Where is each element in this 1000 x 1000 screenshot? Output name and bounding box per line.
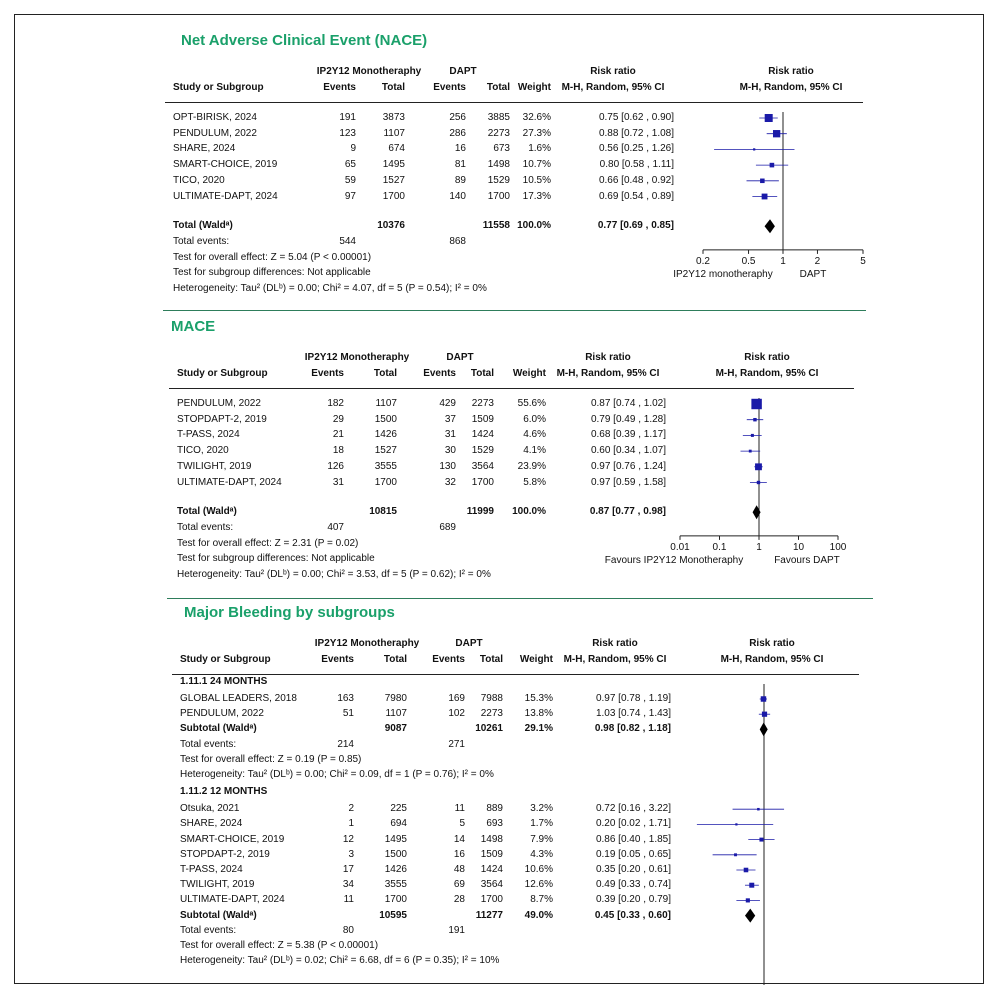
header-risk-ratio-plot: Risk ratio (749, 638, 795, 649)
total-dapt: 1498 (480, 833, 503, 845)
header-events-mono: Events (321, 654, 354, 665)
risk-ratio-ci: 0.49 [0.33 , 0.74] (595, 879, 671, 891)
total-dapt: 889 (486, 803, 503, 815)
study-weight: 3.2% (530, 803, 553, 815)
x-axis-tick-label: 0.01 (670, 541, 690, 553)
study-weight: 17.3% (522, 190, 551, 202)
pooled-effect-diamond (765, 219, 775, 233)
events-mono: 21 (332, 429, 344, 441)
header-study: Study or Subgroup (173, 82, 264, 93)
events-dapt: 89 (454, 174, 466, 186)
events-dapt: 140 (449, 190, 466, 202)
favours-left-label: IP2Y12 monotheraphy (673, 268, 773, 280)
events-mono: 34 (342, 879, 354, 891)
overall-test-text: Test for overall effect: Z = 2.31 (P = 0.02) (177, 537, 359, 549)
study-name: Otsuka, 2021 (180, 803, 240, 815)
total-mono: 1500 (374, 413, 397, 425)
subtotal-events-mono: 80 (342, 924, 354, 936)
header-events-dapt: Events (433, 82, 466, 93)
total-mono: 1700 (374, 476, 397, 488)
total-sum-mono: 10376 (377, 220, 405, 232)
header-events-mono: Events (311, 368, 344, 379)
risk-ratio-ci: 0.56 [0.25 , 1.26] (598, 143, 674, 155)
risk-ratio-ci: 0.88 [0.72 , 1.08] (598, 127, 674, 139)
events-mono: 2 (348, 803, 354, 815)
subtotal-ci: 0.45 [0.33 , 0.60] (594, 909, 671, 921)
total-mono: 674 (388, 143, 405, 155)
study-point-marker (735, 823, 737, 825)
total-dapt: 1424 (480, 864, 503, 875)
x-axis-tick-label: 1 (780, 255, 786, 267)
subtotal-events-dapt: 271 (448, 738, 465, 750)
total-mono: 1495 (384, 833, 407, 845)
events-dapt: 28 (453, 894, 465, 906)
risk-ratio-ci: 0.39 [0.20 , 0.79] (595, 894, 671, 906)
study-weight: 4.3% (530, 848, 553, 860)
pooled-effect-diamond (745, 909, 755, 923)
risk-ratio-ci: 0.97 [0.78 , 1.19] (595, 693, 671, 704)
study-point-marker (760, 179, 765, 184)
header-weight: Weight (519, 654, 553, 665)
risk-ratio-ci: 0.19 [0.05 , 0.65] (595, 848, 671, 860)
events-mono: 65 (344, 159, 356, 171)
panel-title: MACE (171, 318, 216, 335)
study-name: ULTIMATE-DAPT, 2024 (173, 190, 278, 202)
events-dapt: 169 (448, 693, 465, 704)
study-name: PENDULUM, 2022 (180, 708, 264, 720)
events-dapt: 37 (444, 413, 456, 425)
risk-ratio-ci: 0.80 [0.58 , 1.11] (599, 159, 674, 171)
header-dapt-group: DAPT (446, 352, 474, 363)
events-mono: 18 (332, 445, 344, 457)
events-mono: 51 (342, 708, 354, 720)
favours-right-label: Favours DAPT (774, 554, 840, 566)
total-dapt: 7988 (480, 693, 503, 704)
subtotal-test-text: Heterogeneity: Tau² (DLᵇ) = 0.02; Chi² = 6.68, df = 6 (P = 0.35); I² = 10% (180, 955, 500, 967)
events-dapt: 69 (453, 879, 465, 891)
events-dapt: 14 (453, 833, 465, 845)
events-mono: 126 (327, 460, 344, 472)
total-dapt: 1424 (471, 429, 494, 441)
events-dapt: 32 (444, 476, 456, 488)
panel-title: Net Adverse Clinical Event (NACE) (181, 32, 428, 49)
study-name: PENDULUM, 2022 (173, 127, 257, 139)
study-point-marker (734, 853, 737, 856)
events-mono: 11 (343, 894, 354, 906)
x-axis-tick-label: 0.5 (741, 255, 756, 267)
header-events-dapt: Events (432, 654, 465, 665)
subtotal-events-label: Total events: (180, 924, 237, 936)
study-name: SMART-CHOICE, 2019 (180, 833, 285, 845)
subtotal-total-dapt: 11277 (475, 909, 503, 921)
header-study: Study or Subgroup (177, 368, 268, 379)
study-weight: 32.6% (522, 112, 551, 123)
events-dapt: 429 (439, 398, 456, 409)
total-dapt: 693 (486, 818, 503, 830)
study-weight: 5.8% (523, 476, 546, 488)
total-mono: 1700 (384, 894, 407, 906)
study-name: SHARE, 2024 (180, 818, 243, 830)
events-mono: 97 (344, 190, 356, 202)
header-dapt-group: DAPT (455, 638, 483, 649)
total-ci: 0.87 [0.77 , 0.98] (589, 506, 666, 518)
subtotal-weight: 49.0% (524, 909, 553, 921)
events-dapt: 48 (453, 864, 465, 875)
total-sum-dapt: 11558 (482, 220, 510, 232)
events-dapt: 102 (448, 708, 465, 720)
header-total-dapt: Total (479, 654, 503, 665)
total-dapt: 1700 (487, 190, 510, 202)
subtotal-events-mono: 214 (337, 738, 354, 750)
subtotal-label: Subtotal (Waldᵃ) (180, 909, 257, 921)
events-dapt: 11 (454, 803, 465, 815)
total-events-dapt: 868 (449, 235, 466, 247)
study-point-marker (751, 399, 761, 409)
header-monotherapy-group: IP2Y12 Monotheraphy (314, 638, 420, 649)
events-mono: 1 (348, 818, 354, 830)
study-point-marker (762, 194, 768, 200)
x-axis-tick-label: 0.2 (696, 255, 710, 267)
study-point-marker (757, 808, 760, 811)
total-sum-dapt: 11999 (466, 506, 494, 518)
study-weight: 12.6% (524, 879, 553, 891)
overall-test-text: Test for overall effect: Z = 5.04 (P < 0.00001) (173, 251, 372, 263)
total-mono: 1426 (374, 429, 397, 441)
header-total-mono: Total (373, 368, 397, 379)
events-mono: 182 (327, 398, 344, 409)
subgroup-heading: 1.11.2 12 MONTHS (180, 786, 268, 798)
total-dapt: 1700 (480, 894, 503, 906)
total-label: Total (Waldᵃ) (177, 506, 237, 518)
study-name: TWILIGHT, 2019 (180, 879, 255, 891)
total-events-label: Total events: (177, 521, 234, 533)
total-dapt: 1529 (471, 445, 494, 457)
x-axis-tick-label: 0.1 (712, 541, 727, 553)
total-mono: 1500 (384, 848, 407, 860)
header-monotherapy-group: IP2Y12 Monotheraphy (316, 66, 422, 77)
study-point-marker (749, 450, 752, 453)
total-mono: 1527 (374, 445, 397, 457)
total-ci: 0.77 [0.69 , 0.85] (597, 220, 674, 232)
header-ci-method-plot: M-H, Random, 95% CI (715, 368, 819, 379)
total-mono: 1426 (384, 864, 407, 875)
study-weight: 13.8% (524, 708, 553, 720)
study-point-marker (759, 838, 763, 842)
total-dapt: 2273 (487, 127, 510, 139)
header-risk-ratio-plot: Risk ratio (768, 66, 814, 77)
favours-left-label: Favours IP2Y12 Monotheraphy (604, 554, 744, 566)
total-dapt: 1529 (487, 174, 510, 186)
study-name: TWILIGHT, 2019 (177, 460, 252, 472)
subtotal-total-mono: 10595 (379, 909, 407, 921)
total-mono: 1527 (382, 174, 405, 186)
study-point-marker (765, 114, 773, 122)
events-dapt: 256 (449, 112, 466, 123)
risk-ratio-ci: 0.72 [0.16 , 3.22] (595, 803, 671, 815)
subtotal-ci: 0.98 [0.82 , 1.18] (594, 723, 671, 735)
risk-ratio-ci: 0.86 [0.40 , 1.85] (595, 833, 671, 845)
total-mono: 694 (390, 818, 407, 830)
total-dapt: 1700 (471, 476, 494, 488)
events-dapt: 30 (444, 445, 456, 457)
x-axis-tick-label: 1 (756, 541, 762, 553)
risk-ratio-ci: 0.60 [0.34 , 1.07] (590, 445, 666, 457)
study-name: OPT-BIRISK, 2024 (173, 112, 257, 123)
events-mono: 59 (344, 174, 356, 186)
risk-ratio-ci: 0.68 [0.39 , 1.17] (590, 429, 666, 441)
events-dapt: 31 (444, 429, 456, 441)
events-mono: 123 (339, 127, 356, 139)
header-total-mono: Total (383, 654, 407, 665)
subtotal-test-text: Test for overall effect: Z = 5.38 (P < 0.00001) (180, 940, 379, 951)
overall-test-text: Test for subgroup differences: Not applicable (177, 553, 375, 565)
study-weight: 55.6% (517, 398, 546, 409)
total-mono: 1700 (382, 190, 405, 202)
total-dapt: 2273 (480, 708, 503, 720)
favours-right-label: DAPT (799, 268, 827, 280)
total-mono: 3873 (382, 112, 405, 123)
risk-ratio-ci: 0.35 [0.20 , 0.61] (595, 864, 671, 875)
study-weight: 7.9% (530, 833, 553, 845)
header-ci-method-plot: M-H, Random, 95% CI (739, 82, 843, 93)
risk-ratio-ci: 0.97 [0.59 , 1.58] (590, 476, 666, 488)
risk-ratio-ci: 0.75 [0.62 , 0.90] (598, 112, 674, 123)
risk-ratio-ci: 0.20 [0.02 , 1.71] (595, 818, 671, 830)
study-weight: 1.6% (528, 143, 551, 155)
header-ci-method: M-H, Random, 95% CI (561, 82, 665, 93)
overall-test-text: Heterogeneity: Tau² (DLᵇ) = 0.00; Chi² = 3.53, df = 5 (P = 0.62); I² = 0% (177, 569, 491, 580)
header-ci-method-plot: M-H, Random, 95% CI (720, 654, 824, 665)
subtotal-events-dapt: 191 (448, 924, 465, 936)
x-axis-tick-label: 5 (860, 255, 866, 267)
study-point-marker (744, 868, 749, 873)
study-name: TICO, 2020 (173, 174, 225, 186)
study-name: ULTIMATE-DAPT, 2024 (177, 476, 282, 488)
x-axis-tick-label: 10 (792, 541, 805, 553)
x-axis-tick-label: 100 (829, 541, 847, 553)
risk-ratio-ci: 0.69 [0.54 , 0.89] (598, 190, 674, 202)
overall-test-text: Test for subgroup differences: Not applicable (173, 267, 371, 279)
events-mono: 12 (342, 833, 354, 845)
header-ci-method: M-H, Random, 95% CI (556, 368, 660, 379)
header-events-mono: Events (323, 82, 356, 93)
study-name: STOPDAPT-2, 2019 (177, 413, 267, 425)
study-name: SMART-CHOICE, 2019 (173, 159, 278, 171)
header-risk-ratio: Risk ratio (592, 638, 638, 649)
subgroup-heading: 1.11.1 24 MONTHS (180, 676, 268, 687)
subtotal-test-text: Test for overall effect: Z = 0.19 (P = 0.85) (180, 753, 362, 765)
events-mono: 191 (339, 112, 356, 123)
total-mono: 1495 (382, 159, 405, 171)
study-name: TICO, 2020 (177, 445, 229, 457)
risk-ratio-ci: 0.66 [0.48 , 0.92] (598, 174, 674, 186)
total-events-mono: 407 (327, 521, 344, 533)
study-weight: 6.0% (523, 413, 546, 425)
subtotal-total-dapt: 10261 (475, 723, 503, 735)
subtotal-label: Subtotal (Waldᵃ) (180, 723, 257, 735)
events-dapt: 81 (454, 159, 466, 171)
panel-title: Major Bleeding by subgroups (184, 604, 395, 621)
events-dapt: 16 (453, 848, 465, 860)
events-mono: 9 (350, 143, 356, 155)
study-weight: 27.3% (522, 127, 551, 139)
total-dapt: 2273 (471, 398, 494, 409)
overall-test-text: Heterogeneity: Tau² (DLᵇ) = 0.00; Chi² = 4.07, df = 5 (P = 0.54); I² = 0% (173, 283, 487, 294)
header-weight: Weight (517, 82, 551, 93)
risk-ratio-ci: 1.03 [0.74 , 1.43] (595, 708, 671, 720)
total-label: Total (Waldᵃ) (173, 220, 233, 232)
total-dapt: 1509 (471, 413, 494, 425)
events-mono: 3 (348, 848, 354, 860)
study-name: PENDULUM, 2022 (177, 398, 261, 409)
events-mono: 163 (337, 693, 354, 704)
total-dapt: 3564 (480, 879, 503, 891)
header-study: Study or Subgroup (180, 654, 271, 665)
study-point-marker (749, 883, 754, 888)
events-mono: 29 (332, 413, 344, 425)
header-events-dapt: Events (423, 368, 456, 379)
total-dapt: 3564 (471, 460, 494, 472)
header-ci-method: M-H, Random, 95% CI (563, 654, 667, 665)
total-mono: 1107 (385, 708, 407, 720)
study-weight: 23.9% (517, 460, 546, 472)
study-name: SHARE, 2024 (173, 143, 236, 155)
study-point-marker (762, 712, 767, 717)
study-point-marker (757, 481, 760, 484)
total-weight: 100.0% (512, 506, 546, 518)
study-point-marker (773, 130, 780, 137)
header-total-dapt: Total (486, 82, 510, 93)
total-dapt: 673 (493, 143, 510, 155)
subtotal-events-label: Total events: (180, 738, 237, 750)
total-weight: 100.0% (517, 220, 551, 232)
events-mono: 31 (332, 476, 344, 488)
header-risk-ratio-plot: Risk ratio (744, 352, 790, 363)
subtotal-weight: 29.1% (524, 723, 553, 735)
study-name: ULTIMATE-DAPT, 2024 (180, 894, 285, 906)
total-events-mono: 544 (339, 235, 356, 247)
total-mono: 1107 (383, 127, 405, 139)
total-dapt: 1498 (487, 159, 510, 171)
study-weight: 10.6% (524, 864, 553, 875)
total-mono: 225 (390, 803, 407, 815)
study-name: GLOBAL LEADERS, 2018 (180, 693, 297, 704)
study-name: STOPDAPT-2, 2019 (180, 848, 270, 860)
total-dapt: 3885 (487, 112, 510, 123)
study-name: T-PASS, 2024 (180, 864, 243, 875)
header-dapt-group: DAPT (449, 66, 477, 77)
total-mono: 3555 (374, 460, 397, 472)
header-risk-ratio: Risk ratio (585, 352, 631, 363)
total-mono: 3555 (384, 879, 407, 891)
header-total-mono: Total (381, 82, 405, 93)
x-axis-tick-label: 2 (814, 255, 821, 267)
events-dapt: 130 (439, 460, 456, 472)
total-mono: 7980 (384, 693, 407, 704)
study-weight: 8.7% (530, 894, 553, 906)
subtotal-test-text: Heterogeneity: Tau² (DLᵇ) = 0.00; Chi² = 0.09, df = 1 (P = 0.76); I² = 0% (180, 769, 494, 780)
study-point-marker (753, 148, 755, 150)
total-mono: 1107 (375, 398, 397, 409)
header-risk-ratio: Risk ratio (590, 66, 636, 77)
total-events-label: Total events: (173, 235, 230, 247)
risk-ratio-ci: 0.97 [0.76 , 1.24] (590, 460, 666, 472)
events-mono: 17 (342, 864, 354, 875)
study-point-marker (753, 418, 756, 421)
events-dapt: 16 (454, 143, 466, 155)
header-total-dapt: Total (470, 368, 494, 379)
events-dapt: 286 (449, 127, 466, 139)
total-dapt: 1509 (480, 848, 503, 860)
study-name: T-PASS, 2024 (177, 429, 240, 441)
study-point-marker (761, 696, 766, 701)
study-weight: 10.7% (522, 159, 551, 171)
study-point-marker (755, 463, 762, 470)
risk-ratio-ci: 0.79 [0.49 , 1.28] (590, 413, 666, 425)
study-point-marker (746, 898, 750, 902)
study-point-marker (751, 434, 754, 437)
study-weight: 4.1% (523, 445, 546, 457)
subtotal-total-mono: 9087 (384, 723, 407, 735)
header-weight: Weight (512, 368, 546, 379)
study-weight: 15.3% (524, 693, 553, 704)
risk-ratio-ci: 0.87 [0.74 , 1.02] (590, 398, 666, 409)
total-sum-mono: 10815 (369, 506, 397, 518)
header-monotherapy-group: IP2Y12 Monotheraphy (304, 352, 410, 363)
events-dapt: 5 (459, 818, 465, 830)
pooled-effect-diamond (760, 722, 768, 736)
study-weight: 1.7% (530, 818, 553, 830)
study-weight: 4.6% (523, 429, 546, 441)
study-weight: 10.5% (522, 174, 551, 186)
total-events-dapt: 689 (439, 521, 456, 533)
study-point-marker (770, 163, 775, 168)
